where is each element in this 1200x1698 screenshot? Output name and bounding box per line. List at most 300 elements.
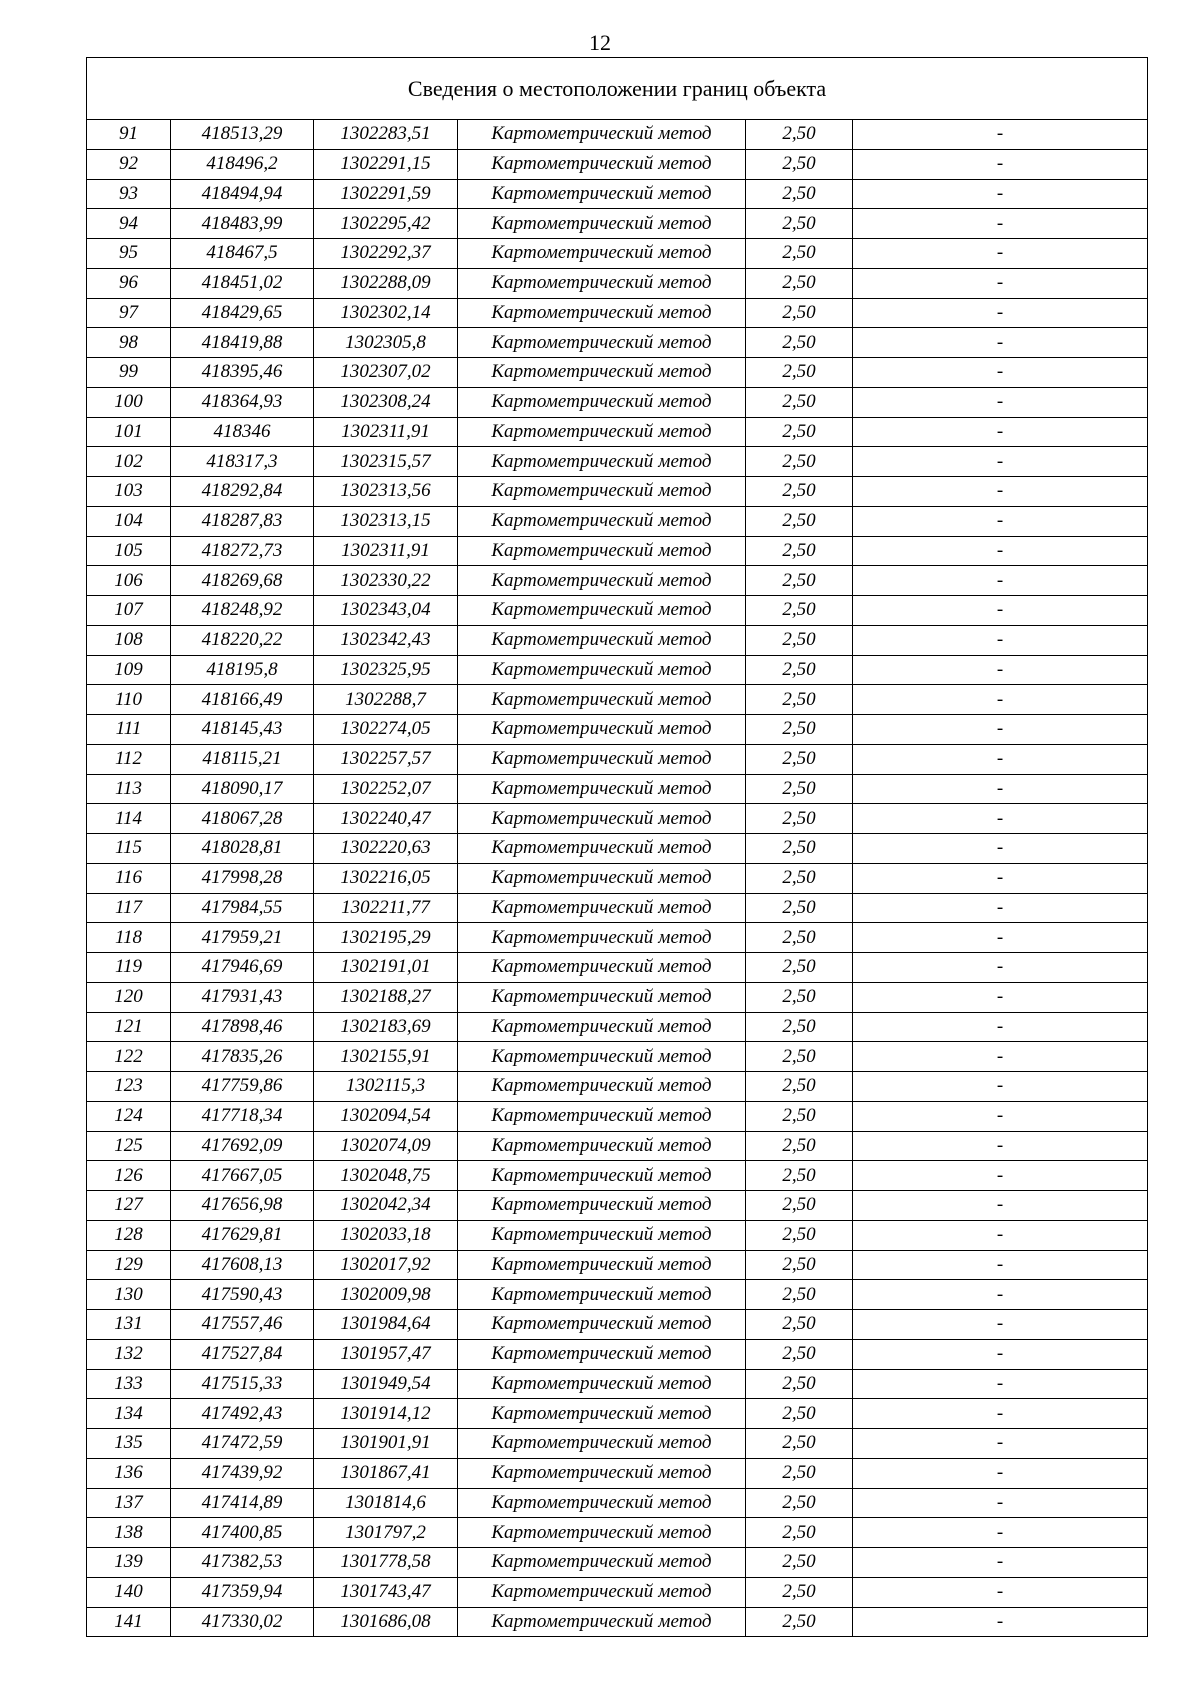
accuracy-cell: 2,50 [746, 1339, 853, 1369]
description-cell: - [853, 239, 1148, 269]
description-cell: - [853, 268, 1148, 298]
coordinate-y-cell: 1302183,69 [314, 1012, 458, 1042]
method-cell: Картометрический метод [458, 1548, 746, 1578]
coordinate-x-cell: 418028,81 [171, 834, 314, 864]
point-number-cell: 127 [87, 1191, 171, 1221]
point-number-cell: 132 [87, 1339, 171, 1369]
accuracy-cell: 2,50 [746, 298, 853, 328]
method-cell: Картометрический метод [458, 1518, 746, 1548]
method-cell: Картометрический метод [458, 1310, 746, 1340]
coordinate-x-cell: 417629,81 [171, 1220, 314, 1250]
coordinate-x-cell: 417608,13 [171, 1250, 314, 1280]
coordinate-x-cell: 418467,5 [171, 239, 314, 269]
description-cell: - [853, 982, 1148, 1012]
point-number-cell: 110 [87, 685, 171, 715]
table-row [87, 744, 1148, 774]
coordinate-y-cell: 1302048,75 [314, 1161, 458, 1191]
point-number-cell: 94 [87, 209, 171, 239]
accuracy-cell: 2,50 [746, 1429, 853, 1459]
accuracy-cell: 2,50 [746, 1101, 853, 1131]
accuracy-cell: 2,50 [746, 1310, 853, 1340]
method-cell: Картометрический метод [458, 298, 746, 328]
accuracy-cell: 2,50 [746, 387, 853, 417]
point-number-cell: 112 [87, 744, 171, 774]
description-cell: - [853, 120, 1148, 150]
table-row [87, 120, 1148, 150]
description-cell: - [853, 774, 1148, 804]
coordinate-x-cell: 417656,98 [171, 1191, 314, 1221]
method-cell: Картометрический метод [458, 358, 746, 388]
accuracy-cell: 2,50 [746, 596, 853, 626]
coordinate-x-cell: 417492,43 [171, 1399, 314, 1429]
coordinate-y-cell: 1301901,91 [314, 1429, 458, 1459]
point-number-cell: 111 [87, 715, 171, 745]
coordinate-y-cell: 1302274,05 [314, 715, 458, 745]
coordinate-x-cell: 418483,99 [171, 209, 314, 239]
table-row [87, 1101, 1148, 1131]
table-row [87, 1042, 1148, 1072]
method-cell: Картометрический метод [458, 863, 746, 893]
description-cell: - [853, 566, 1148, 596]
accuracy-cell: 2,50 [746, 1488, 853, 1518]
point-number-cell: 123 [87, 1072, 171, 1102]
coordinate-y-cell: 1302155,91 [314, 1042, 458, 1072]
method-cell: Картометрический метод [458, 1042, 746, 1072]
table-row [87, 358, 1148, 388]
coordinate-y-cell: 1302292,37 [314, 239, 458, 269]
method-cell: Картометрический метод [458, 685, 746, 715]
coordinate-x-cell: 417472,59 [171, 1429, 314, 1459]
coordinate-y-cell: 1302342,43 [314, 625, 458, 655]
accuracy-cell: 2,50 [746, 566, 853, 596]
description-cell: - [853, 804, 1148, 834]
table-row [87, 1577, 1148, 1607]
accuracy-cell: 2,50 [746, 923, 853, 953]
accuracy-cell: 2,50 [746, 1012, 853, 1042]
point-number-cell: 100 [87, 387, 171, 417]
description-cell: - [853, 893, 1148, 923]
accuracy-cell: 2,50 [746, 1191, 853, 1221]
coordinate-y-cell: 1302188,27 [314, 982, 458, 1012]
coordinate-x-cell: 417515,33 [171, 1369, 314, 1399]
coordinate-x-cell: 417984,55 [171, 893, 314, 923]
method-cell: Картометрический метод [458, 1101, 746, 1131]
point-number-cell: 135 [87, 1429, 171, 1459]
point-number-cell: 117 [87, 893, 171, 923]
coordinate-x-cell: 418220,22 [171, 625, 314, 655]
table-row [87, 655, 1148, 685]
accuracy-cell: 2,50 [746, 328, 853, 358]
point-number-cell: 108 [87, 625, 171, 655]
coordinate-y-cell: 1301867,41 [314, 1458, 458, 1488]
point-number-cell: 97 [87, 298, 171, 328]
coordinate-y-cell: 1302305,8 [314, 328, 458, 358]
accuracy-cell: 2,50 [746, 358, 853, 388]
table-row [87, 774, 1148, 804]
accuracy-cell: 2,50 [746, 506, 853, 536]
coordinate-x-cell: 418395,46 [171, 358, 314, 388]
coordinate-y-cell: 1302311,91 [314, 536, 458, 566]
point-number-cell: 134 [87, 1399, 171, 1429]
coordinate-y-cell: 1302325,95 [314, 655, 458, 685]
point-number-cell: 116 [87, 863, 171, 893]
method-cell: Картометрический метод [458, 566, 746, 596]
coordinate-x-cell: 417527,84 [171, 1339, 314, 1369]
coordinate-y-cell: 1301914,12 [314, 1399, 458, 1429]
method-cell: Картометрический метод [458, 923, 746, 953]
coordinate-y-cell: 1302042,34 [314, 1191, 458, 1221]
method-cell: Картометрический метод [458, 625, 746, 655]
method-cell: Картометрический метод [458, 1072, 746, 1102]
coordinate-x-cell: 417759,86 [171, 1072, 314, 1102]
coordinate-x-cell: 418195,8 [171, 655, 314, 685]
coordinate-y-cell: 1302311,91 [314, 417, 458, 447]
method-cell: Картометрический метод [458, 982, 746, 1012]
coordinate-y-cell: 1302283,51 [314, 120, 458, 150]
point-number-cell: 139 [87, 1548, 171, 1578]
description-cell: - [853, 1191, 1148, 1221]
accuracy-cell: 2,50 [746, 893, 853, 923]
coordinate-x-cell: 418248,92 [171, 596, 314, 626]
point-number-cell: 120 [87, 982, 171, 1012]
table-row [87, 149, 1148, 179]
coordinate-y-cell: 1302009,98 [314, 1280, 458, 1310]
accuracy-cell: 2,50 [746, 1131, 853, 1161]
coordinate-y-cell: 1301949,54 [314, 1369, 458, 1399]
method-cell: Картометрический метод [458, 1369, 746, 1399]
description-cell: - [853, 536, 1148, 566]
table-row [87, 863, 1148, 893]
coordinate-y-cell: 1301743,47 [314, 1577, 458, 1607]
table-row [87, 834, 1148, 864]
coordinate-x-cell: 417590,43 [171, 1280, 314, 1310]
table-row [87, 1429, 1148, 1459]
point-number-cell: 122 [87, 1042, 171, 1072]
coordinate-y-cell: 1301957,47 [314, 1339, 458, 1369]
coordinate-x-cell: 417718,34 [171, 1101, 314, 1131]
accuracy-cell: 2,50 [746, 239, 853, 269]
description-cell: - [853, 1458, 1148, 1488]
point-number-cell: 125 [87, 1131, 171, 1161]
accuracy-cell: 2,50 [746, 744, 853, 774]
description-cell: - [853, 1280, 1148, 1310]
method-cell: Картометрический метод [458, 893, 746, 923]
description-cell: - [853, 1072, 1148, 1102]
point-number-cell: 107 [87, 596, 171, 626]
coordinate-y-cell: 1301686,08 [314, 1607, 458, 1637]
table-row [87, 1399, 1148, 1429]
point-number-cell: 131 [87, 1310, 171, 1340]
table-row [87, 1458, 1148, 1488]
table-row [87, 1339, 1148, 1369]
method-cell: Картометрический метод [458, 1012, 746, 1042]
accuracy-cell: 2,50 [746, 209, 853, 239]
accuracy-cell: 2,50 [746, 774, 853, 804]
description-cell: - [853, 1250, 1148, 1280]
coordinate-x-cell: 418429,65 [171, 298, 314, 328]
method-cell: Картометрический метод [458, 506, 746, 536]
point-number-cell: 95 [87, 239, 171, 269]
table-row [87, 893, 1148, 923]
coordinate-y-cell: 1302302,14 [314, 298, 458, 328]
table-row [87, 804, 1148, 834]
point-number-cell: 130 [87, 1280, 171, 1310]
point-number-cell: 101 [87, 417, 171, 447]
description-cell: - [853, 1220, 1148, 1250]
coordinate-x-cell: 418451,02 [171, 268, 314, 298]
description-cell: - [853, 506, 1148, 536]
coordinate-y-cell: 1302307,02 [314, 358, 458, 388]
table-row [87, 1131, 1148, 1161]
point-number-cell: 103 [87, 477, 171, 507]
coordinate-y-cell: 1302257,57 [314, 744, 458, 774]
table-row [87, 387, 1148, 417]
description-cell: - [853, 685, 1148, 715]
accuracy-cell: 2,50 [746, 1548, 853, 1578]
accuracy-cell: 2,50 [746, 1518, 853, 1548]
coordinate-x-cell: 418364,93 [171, 387, 314, 417]
method-cell: Картометрический метод [458, 774, 746, 804]
coordinate-x-cell: 417400,85 [171, 1518, 314, 1548]
accuracy-cell: 2,50 [746, 268, 853, 298]
description-cell: - [853, 328, 1148, 358]
accuracy-cell: 2,50 [746, 1250, 853, 1280]
description-cell: - [853, 923, 1148, 953]
table-row [87, 1220, 1148, 1250]
coordinate-x-cell: 417946,69 [171, 953, 314, 983]
coordinate-y-cell: 1302313,15 [314, 506, 458, 536]
accuracy-cell: 2,50 [746, 447, 853, 477]
description-cell: - [853, 1042, 1148, 1072]
accuracy-cell: 2,50 [746, 1280, 853, 1310]
method-cell: Картометрический метод [458, 1280, 746, 1310]
method-cell: Картометрический метод [458, 596, 746, 626]
coordinate-x-cell: 417667,05 [171, 1161, 314, 1191]
table-row [87, 536, 1148, 566]
description-cell: - [853, 1369, 1148, 1399]
point-number-cell: 138 [87, 1518, 171, 1548]
page-number: 12 [589, 30, 611, 55]
description-cell: - [853, 1518, 1148, 1548]
table-row [87, 923, 1148, 953]
coordinate-x-cell: 417692,09 [171, 1131, 314, 1161]
coordinate-y-cell: 1302195,29 [314, 923, 458, 953]
description-cell: - [853, 715, 1148, 745]
coordinate-y-cell: 1302211,77 [314, 893, 458, 923]
method-cell: Картометрический метод [458, 120, 746, 150]
accuracy-cell: 2,50 [746, 953, 853, 983]
coordinate-x-cell: 417898,46 [171, 1012, 314, 1042]
table-row [87, 447, 1148, 477]
coordinate-y-cell: 1301778,58 [314, 1548, 458, 1578]
coordinate-x-cell: 418090,17 [171, 774, 314, 804]
table-row [87, 298, 1148, 328]
point-number-cell: 137 [87, 1488, 171, 1518]
table-row [87, 982, 1148, 1012]
point-number-cell: 109 [87, 655, 171, 685]
method-cell: Картометрический метод [458, 387, 746, 417]
point-number-cell: 140 [87, 1577, 171, 1607]
method-cell: Картометрический метод [458, 1131, 746, 1161]
coordinate-x-cell: 418287,83 [171, 506, 314, 536]
coordinate-x-cell: 417439,92 [171, 1458, 314, 1488]
accuracy-cell: 2,50 [746, 982, 853, 1012]
point-number-cell: 92 [87, 149, 171, 179]
coordinate-x-cell: 417557,46 [171, 1310, 314, 1340]
table-row [87, 1280, 1148, 1310]
coordinate-y-cell: 1302330,22 [314, 566, 458, 596]
point-number-cell: 126 [87, 1161, 171, 1191]
coordinate-y-cell: 1302017,92 [314, 1250, 458, 1280]
description-cell: - [853, 1310, 1148, 1340]
table-row [87, 596, 1148, 626]
coordinate-y-cell: 1302115,3 [314, 1072, 458, 1102]
description-cell: - [853, 625, 1148, 655]
coordinate-x-cell: 418494,94 [171, 179, 314, 209]
table-row [87, 625, 1148, 655]
coordinate-y-cell: 1301984,64 [314, 1310, 458, 1340]
method-cell: Картометрический метод [458, 179, 746, 209]
method-cell: Картометрический метод [458, 953, 746, 983]
coordinate-x-cell: 417414,89 [171, 1488, 314, 1518]
coordinate-y-cell: 1302074,09 [314, 1131, 458, 1161]
description-cell: - [853, 1429, 1148, 1459]
coordinate-y-cell: 1302240,47 [314, 804, 458, 834]
method-cell: Картометрический метод [458, 536, 746, 566]
table-row [87, 1161, 1148, 1191]
description-cell: - [853, 953, 1148, 983]
point-number-cell: 124 [87, 1101, 171, 1131]
table-row [87, 1548, 1148, 1578]
method-cell: Картометрический метод [458, 209, 746, 239]
description-cell: - [853, 298, 1148, 328]
point-number-cell: 115 [87, 834, 171, 864]
accuracy-cell: 2,50 [746, 1161, 853, 1191]
coordinate-y-cell: 1302288,09 [314, 268, 458, 298]
method-cell: Картометрический метод [458, 1429, 746, 1459]
method-cell: Картометрический метод [458, 1607, 746, 1637]
coordinate-x-cell: 417959,21 [171, 923, 314, 953]
description-cell: - [853, 1339, 1148, 1369]
point-number-cell: 91 [87, 120, 171, 150]
coordinate-x-cell: 418166,49 [171, 685, 314, 715]
accuracy-cell: 2,50 [746, 655, 853, 685]
point-number-cell: 121 [87, 1012, 171, 1042]
description-cell: - [853, 1161, 1148, 1191]
description-cell: - [853, 834, 1148, 864]
table-row [87, 328, 1148, 358]
table-row [87, 566, 1148, 596]
coordinate-y-cell: 1302191,01 [314, 953, 458, 983]
method-cell: Картометрический метод [458, 447, 746, 477]
accuracy-cell: 2,50 [746, 834, 853, 864]
description-cell: - [853, 477, 1148, 507]
method-cell: Картометрический метод [458, 1191, 746, 1221]
coordinate-y-cell: 1302308,24 [314, 387, 458, 417]
accuracy-cell: 2,50 [746, 685, 853, 715]
description-cell: - [853, 209, 1148, 239]
accuracy-cell: 2,50 [746, 149, 853, 179]
accuracy-cell: 2,50 [746, 1072, 853, 1102]
point-number-cell: 106 [87, 566, 171, 596]
method-cell: Картометрический метод [458, 744, 746, 774]
table-row [87, 953, 1148, 983]
description-cell: - [853, 387, 1148, 417]
method-cell: Картометрический метод [458, 655, 746, 685]
accuracy-cell: 2,50 [746, 863, 853, 893]
table-row [87, 506, 1148, 536]
point-number-cell: 141 [87, 1607, 171, 1637]
method-cell: Картометрический метод [458, 1488, 746, 1518]
table-title-row [87, 58, 1148, 120]
description-cell: - [853, 417, 1148, 447]
method-cell: Картометрический метод [458, 239, 746, 269]
coordinate-y-cell: 1302252,07 [314, 774, 458, 804]
coordinate-y-cell: 1302343,04 [314, 596, 458, 626]
method-cell: Картометрический метод [458, 715, 746, 745]
coordinate-x-cell: 418513,29 [171, 120, 314, 150]
method-cell: Картометрический метод [458, 1399, 746, 1429]
accuracy-cell: 2,50 [746, 179, 853, 209]
point-number-cell: 113 [87, 774, 171, 804]
point-number-cell: 105 [87, 536, 171, 566]
method-cell: Картометрический метод [458, 1161, 746, 1191]
coordinate-y-cell: 1302288,7 [314, 685, 458, 715]
description-cell: - [853, 1101, 1148, 1131]
accuracy-cell: 2,50 [746, 1607, 853, 1637]
method-cell: Картометрический метод [458, 1339, 746, 1369]
coordinate-x-cell: 418317,3 [171, 447, 314, 477]
accuracy-cell: 2,50 [746, 1220, 853, 1250]
method-cell: Картометрический метод [458, 804, 746, 834]
point-number-cell: 129 [87, 1250, 171, 1280]
coordinate-x-cell: 417931,43 [171, 982, 314, 1012]
coordinate-y-cell: 1302315,57 [314, 447, 458, 477]
accuracy-cell: 2,50 [746, 625, 853, 655]
coordinate-x-cell: 418269,68 [171, 566, 314, 596]
table-row [87, 1191, 1148, 1221]
coordinate-x-cell: 418346 [171, 417, 314, 447]
description-cell: - [853, 1577, 1148, 1607]
table-row [87, 239, 1148, 269]
coordinate-y-cell: 1302313,56 [314, 477, 458, 507]
accuracy-cell: 2,50 [746, 804, 853, 834]
point-number-cell: 99 [87, 358, 171, 388]
coordinate-x-cell: 417382,53 [171, 1548, 314, 1578]
coordinate-x-cell: 417330,02 [171, 1607, 314, 1637]
table-title: Сведения о местоположении границ объекта [87, 58, 1148, 120]
description-cell: - [853, 863, 1148, 893]
table-row [87, 477, 1148, 507]
accuracy-cell: 2,50 [746, 417, 853, 447]
method-cell: Картометрический метод [458, 1220, 746, 1250]
point-number-cell: 96 [87, 268, 171, 298]
point-number-cell: 128 [87, 1220, 171, 1250]
description-cell: - [853, 358, 1148, 388]
table-row [87, 685, 1148, 715]
table-row [87, 1012, 1148, 1042]
accuracy-cell: 2,50 [746, 1042, 853, 1072]
table-row [87, 1310, 1148, 1340]
description-cell: - [853, 179, 1148, 209]
coordinate-y-cell: 1302295,42 [314, 209, 458, 239]
table-row [87, 179, 1148, 209]
point-number-cell: 93 [87, 179, 171, 209]
accuracy-cell: 2,50 [746, 1399, 853, 1429]
description-cell: - [853, 149, 1148, 179]
table-row [87, 1250, 1148, 1280]
accuracy-cell: 2,50 [746, 120, 853, 150]
